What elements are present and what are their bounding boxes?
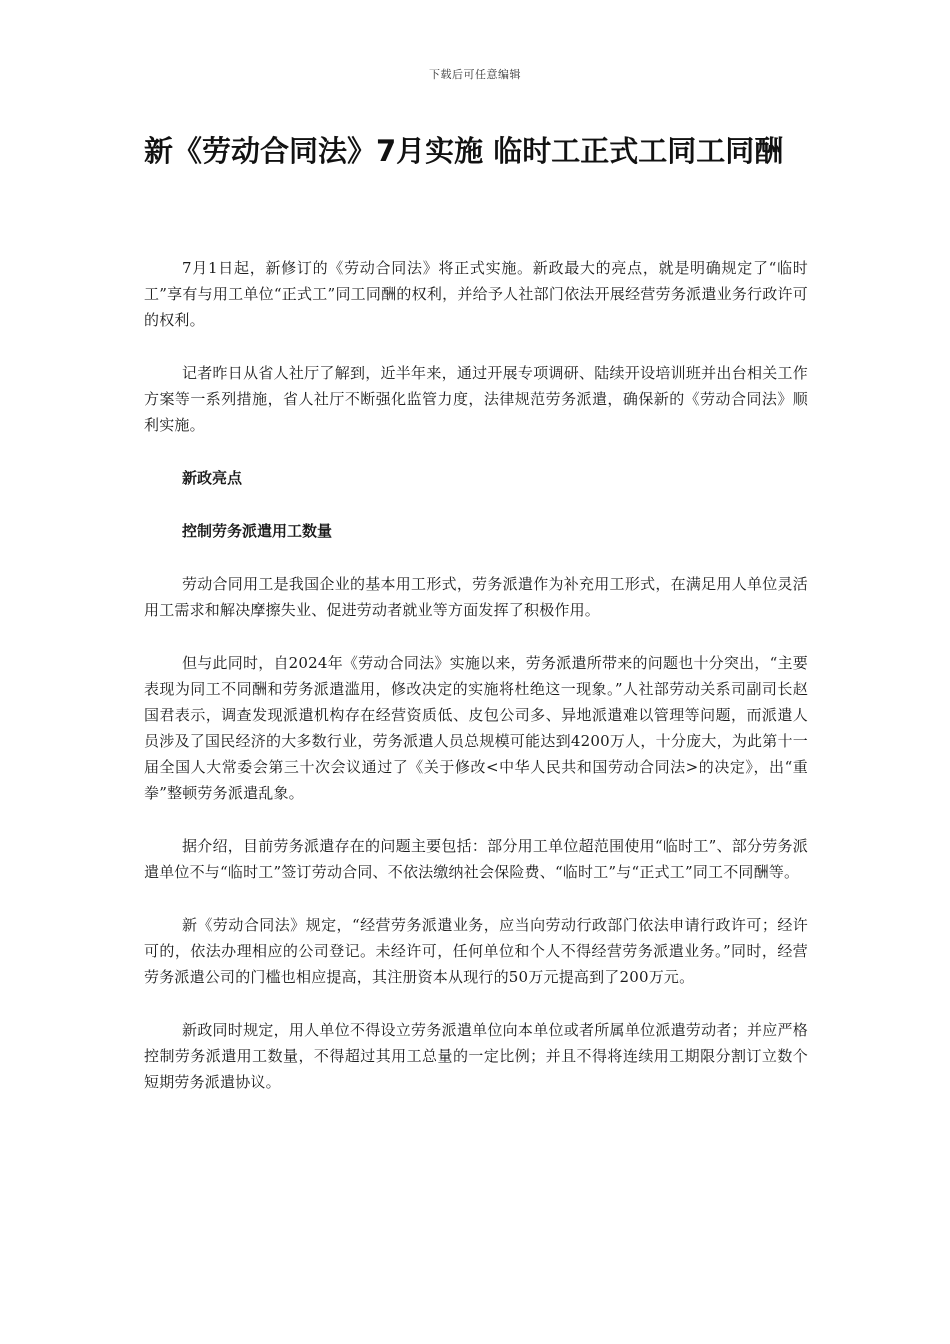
article-body (144, 255, 808, 1122)
paragraph-3: 劳动合同用工是我国企业的基本用工形式，劳务派遣作为补充用工形式，在满足用人单位灵活用工需求和解决摩擦失业、促进劳动者就业等方面发挥了积极作用。 (144, 575, 808, 619)
paragraph-5: 据介绍，目前劳务派遣存在的问题主要包括：部分用工单位超范围使用“临时工”、部分劳务派遣单位不与“临时工”签订劳动合同、不依法缴纳社会保险费、“临时工”与“正式工”同工不同酬等。 (144, 837, 808, 881)
paragraph-7: 新政同时规定，用人单位不得设立劳务派遣单位向本单位或者所属单位派遣劳动者；并应严格控制劳务派遣用工数量，不得超过其用工总量的一定比例；并且不得将连续用工期限分割订立数个短期劳务派遣协议。 (144, 1021, 808, 1091)
header-note: 下载后可任意编辑 (429, 68, 521, 81)
paragraph-2: 记者昨日从省人社厅了解到，近半年来，通过开展专项调研、陆续开设培训班并出台相关工作方案等一系列措施，省人社厅不断强化监管力度，法律规范劳务派遣，确保新的《劳动合同法》顺利实施。 (144, 364, 808, 434)
paragraph-4: 但与此同时，自2024年《劳动合同法》实施以来，劳务派遣所带来的问题也十分突出，“主要表现为同工不同酬和劳务派遣滥用，修改决定的实施将杜绝这一现象。”人社部劳动关系司副司长赵国君表示，调查发现派遣机构存在经营资质低、皮包公司多、异地派遣难以管理等问题，而派遣人员涉及了国民经济的大多数行业，劳务派遣人员总规模可能达到4200万人，十分庞大，为此第十一届全国人大常委会第三十次会议通过了《关于修改<中华人民共和国劳动合同法>的决定》，出“重拳”整顿劳务派遣乱象。 (144, 654, 808, 802)
article-title: 新《劳动合同法》7月实施 临时工正式工同工同酬 (144, 134, 784, 168)
subheading-highlights: 新政亮点 (182, 469, 243, 487)
paragraph-6: 新《劳动合同法》规定，“经营劳务派遣业务，应当向劳动行政部门依法申请行政许可；经许可的，依法办理相应的公司登记。未经许可，任何单位和个人不得经营劳务派遣业务。”同时，经营劳务派遣公司的门槛也相应提高，其注册资本从现行的50万元提高到了200万元。 (144, 916, 808, 986)
paragraph-1: 7月1日起，新修订的《劳动合同法》将正式实施。新政最大的亮点，就是明确规定了“临时工”享有与用工单位“正式工”同工同酬的权利，并给予人社部门依法开展经营劳务派遣业务行政许可的权利。 (144, 259, 808, 329)
subheading-control-dispatch: 控制劳务派遣用工数量 (182, 522, 333, 540)
